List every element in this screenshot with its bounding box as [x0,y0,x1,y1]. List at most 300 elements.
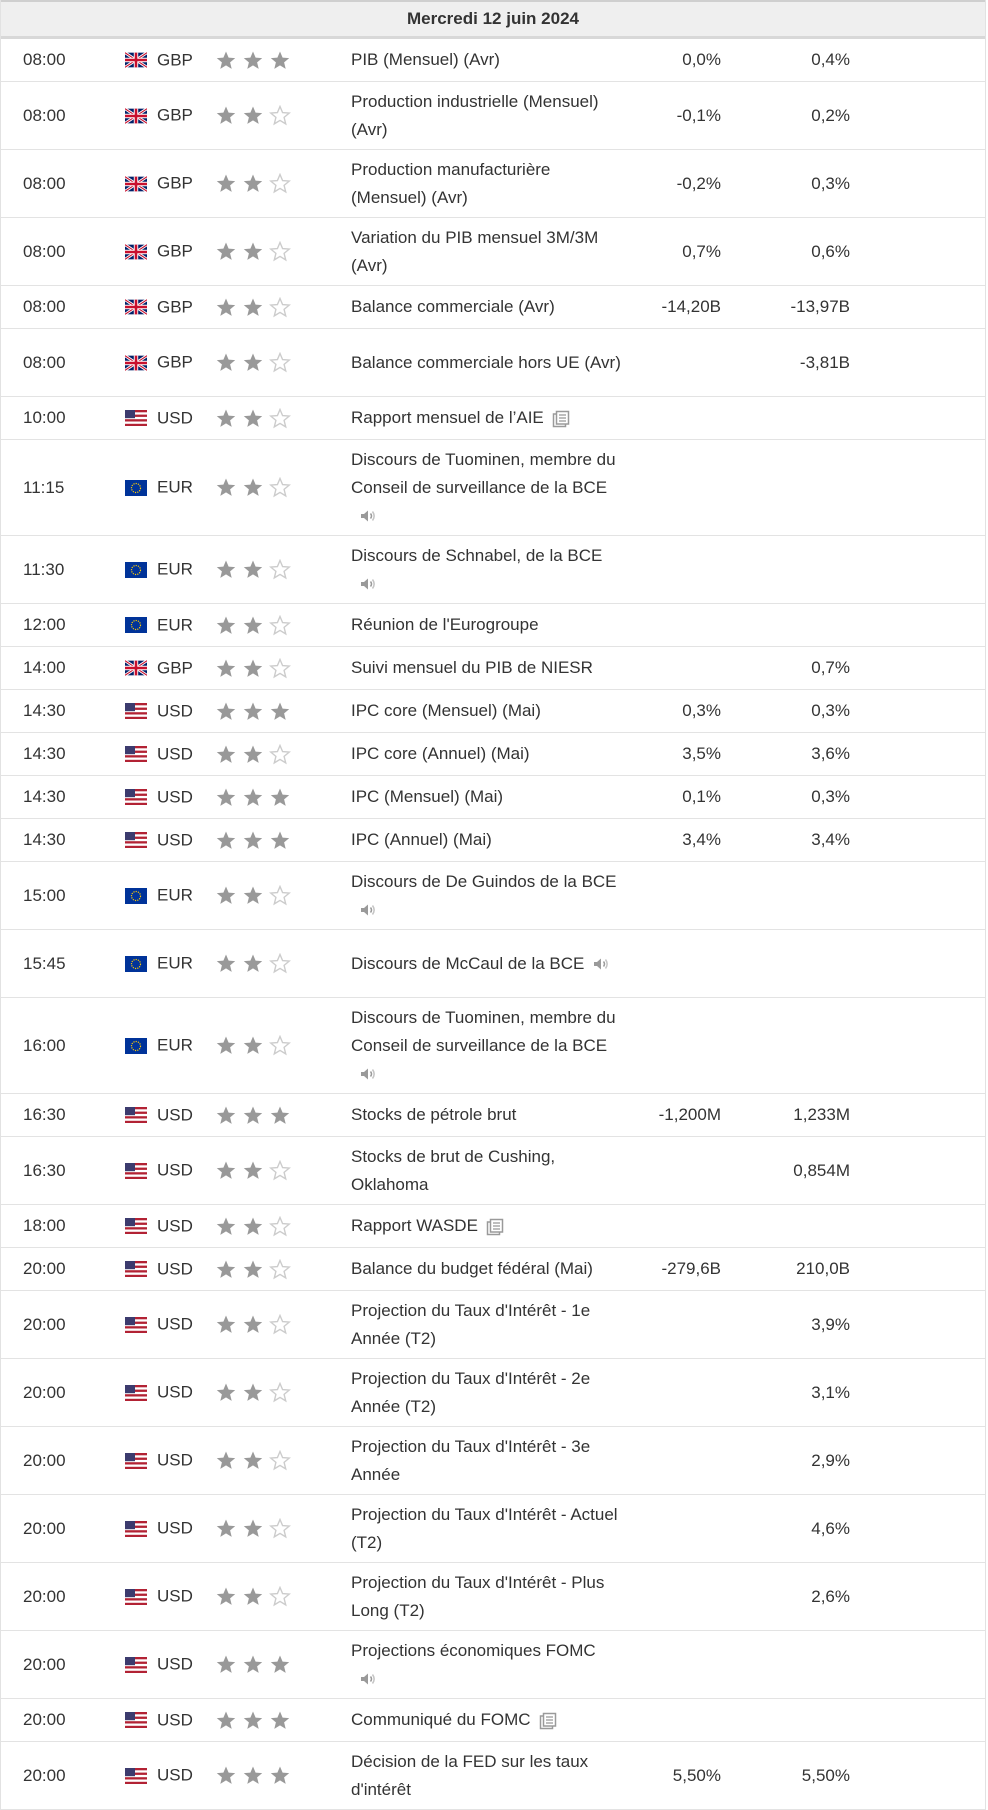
event-name[interactable]: Projection du Taux d'Intérêt - Actuel (T2) [351,1504,618,1552]
event-actual: 3,5% [621,733,721,776]
star-empty-icon [269,953,291,974]
event-cell [351,604,621,647]
event-name[interactable]: IPC core (Annuel) (Mai) [351,744,530,763]
star-empty-icon [269,1382,291,1403]
event-importance [215,440,351,536]
event-name[interactable]: Variation du PIB mensuel 3M/3M (Avr) [351,227,599,275]
speaker-icon[interactable] [359,1065,377,1083]
event-currency [111,1742,215,1810]
event-importance [215,536,351,604]
event-actual: -0,2% [621,150,721,218]
event-time: 20:00 [1,1248,111,1291]
event-cell [351,819,621,862]
event-row[interactable] [1,1248,985,1291]
event-previous [850,690,985,733]
report-icon[interactable] [539,1712,557,1730]
star-filled-icon [215,658,237,679]
event-row[interactable] [1,1137,985,1205]
event-forecast: 0,3% [721,150,850,218]
star-empty-icon [269,1035,291,1056]
currency-label: USD [157,830,193,850]
event-importance [215,998,351,1094]
event-row[interactable] [1,1427,985,1495]
event-currency [111,604,215,647]
event-name[interactable]: Discours de Schnabel, de la BCE [351,545,603,565]
event-cell [351,1495,621,1563]
event-row[interactable] [1,604,985,647]
star-filled-icon [242,559,264,580]
importance-stars [215,1586,296,1607]
star-filled-icon [242,615,264,636]
event-time: 11:15 [1,440,111,536]
event-forecast: 0,2% [721,82,850,150]
event-cell [351,1094,621,1137]
star-filled-icon [242,297,264,318]
event-cell [351,647,621,690]
event-cell [351,1137,621,1205]
event-previous [850,440,985,536]
star-filled-icon [215,297,237,318]
currency-label: USD [157,1654,193,1674]
star-filled-icon [242,1710,264,1731]
event-actual: 0,7% [621,218,721,286]
event-forecast [721,1205,850,1248]
star-filled-icon [215,559,237,580]
date-header: Mercredi 12 juin 2024 [1,0,985,39]
event-row[interactable] [1,397,985,440]
event-time: 16:30 [1,1094,111,1137]
event-forecast: 2,6% [721,1563,850,1631]
uk-flag-icon [125,660,147,676]
event-row[interactable] [1,862,985,930]
star-filled-icon [215,105,237,126]
currency-label: USD [157,408,193,428]
event-previous [850,82,985,150]
event-previous [850,1205,985,1248]
event-cell [351,440,621,536]
event-currency [111,1205,215,1248]
speaker-icon[interactable] [359,575,377,593]
event-forecast [721,1631,850,1699]
event-time: 16:30 [1,1137,111,1205]
uk-flag-icon [125,176,147,192]
importance-stars [215,105,296,126]
event-name[interactable]: Décision de la FED sur les taux d'intérêt [351,1751,589,1799]
event-forecast [721,1699,850,1742]
event-row[interactable] [1,1495,985,1563]
event-currency [111,930,215,998]
event-previous [850,647,985,690]
event-name[interactable]: IPC (Annuel) (Mai) [351,830,492,849]
event-previous [850,1563,985,1631]
star-filled-icon [242,105,264,126]
event-time: 14:30 [1,690,111,733]
importance-stars [215,614,296,635]
event-currency [111,1291,215,1359]
star-filled-icon [215,477,237,498]
event-cell [351,82,621,150]
star-filled-icon [215,1518,237,1539]
event-row[interactable] [1,218,985,286]
currency-label: GBP [157,352,193,372]
star-empty-icon [269,1586,291,1607]
speaker-icon[interactable] [359,901,377,919]
event-previous [850,1742,985,1810]
event-row[interactable] [1,647,985,690]
star-filled-icon [242,1450,264,1471]
event-time: 14:00 [1,647,111,690]
event-name[interactable]: Stocks de pétrole brut [351,1105,517,1124]
event-currency [111,819,215,862]
event-cell [351,1563,621,1631]
event-name[interactable]: Communiqué du FOMC [351,1710,531,1729]
star-filled-icon [242,408,264,429]
event-name[interactable]: IPC core (Mensuel) (Mai) [351,701,541,720]
us-flag-icon [125,1657,147,1673]
event-name[interactable]: Réunion de l'Eurogroupe [351,615,539,634]
event-name[interactable]: Rapport WASDE [351,1216,478,1235]
us-flag-icon [125,1453,147,1469]
us-flag-icon [125,1107,147,1123]
event-name[interactable]: Balance commerciale hors UE (Avr) [351,352,621,372]
importance-stars [215,1258,296,1279]
star-filled-icon [215,1216,237,1237]
event-cell [351,286,621,329]
event-row[interactable] [1,440,985,536]
event-actual [621,1427,721,1495]
star-filled-icon [215,787,237,808]
event-cell [351,1359,621,1427]
star-filled-icon [269,1710,291,1731]
currency-label: USD [157,1518,193,1538]
event-forecast: -3,81B [721,329,850,397]
event-forecast [721,397,850,440]
event-currency [111,1427,215,1495]
event-currency [111,998,215,1094]
event-currency [111,1563,215,1631]
star-filled-icon [215,744,237,765]
event-forecast: -13,97B [721,286,850,329]
currency-label: USD [157,787,193,807]
event-forecast: 0,7% [721,647,850,690]
speaker-icon[interactable] [359,507,377,525]
event-time: 08:00 [1,286,111,329]
event-time: 14:30 [1,776,111,819]
event-forecast: 0,3% [721,690,850,733]
importance-stars [215,1518,296,1539]
event-forecast [721,930,850,998]
currency-label: EUR [157,885,193,905]
event-row[interactable] [1,1094,985,1137]
event-forecast: 3,4% [721,819,850,862]
event-previous [850,329,985,397]
star-empty-icon [269,1216,291,1237]
event-row[interactable] [1,690,985,733]
event-actual [621,1563,721,1631]
star-filled-icon [215,50,237,71]
event-row[interactable] [1,1631,985,1699]
event-row[interactable] [1,536,985,604]
star-filled-icon [215,830,237,851]
us-flag-icon [125,1385,147,1401]
star-filled-icon [215,1654,237,1675]
importance-stars [215,241,296,262]
event-name[interactable]: Suivi mensuel du PIB de NIESR [351,658,593,677]
event-row[interactable] [1,733,985,776]
event-previous [850,1291,985,1359]
importance-stars [215,885,296,906]
importance-stars [215,477,296,498]
event-importance [215,1699,351,1742]
event-row[interactable] [1,776,985,819]
event-previous [850,776,985,819]
event-currency [111,647,215,690]
event-previous [850,397,985,440]
event-name[interactable]: Rapport mensuel de l’AIE [351,408,544,427]
currency-label: EUR [157,953,193,973]
event-name[interactable]: Projection du Taux d'Intérêt - 3e Année [351,1436,591,1484]
event-importance [215,862,351,930]
star-empty-icon [269,352,291,373]
star-filled-icon [242,352,264,373]
event-time: 15:00 [1,862,111,930]
event-forecast: 0,854M [721,1137,850,1205]
event-name[interactable]: Production manufacturière (Mensuel) (Avr) [351,159,551,207]
event-time: 20:00 [1,1563,111,1631]
event-row[interactable] [1,150,985,218]
event-name[interactable]: PIB (Mensuel) (Avr) [351,50,500,69]
currency-label: USD [157,701,193,721]
event-name[interactable]: Projection du Taux d'Intérêt - 2e Année (T2) [351,1368,591,1416]
currency-label: USD [157,1382,193,1402]
event-importance [215,776,351,819]
us-flag-icon [125,410,147,426]
event-time: 14:30 [1,733,111,776]
currency-label: EUR [157,559,193,579]
event-name[interactable]: Balance commerciale (Avr) [351,297,555,316]
event-name[interactable]: Projection du Taux d'Intérêt - Plus Long (T2) [351,1572,605,1620]
event-row[interactable] [1,1742,985,1810]
currency-label: GBP [157,50,193,70]
event-cell [351,1427,621,1495]
event-actual [621,862,721,930]
event-actual [621,1291,721,1359]
event-cell [351,329,621,397]
star-filled-icon [215,615,237,636]
event-importance [215,1742,351,1810]
star-filled-icon [269,1654,291,1675]
event-cell [351,690,621,733]
event-time: 20:00 [1,1631,111,1699]
star-filled-icon [242,1314,264,1335]
event-importance [215,82,351,150]
currency-label: USD [157,1586,193,1606]
event-forecast: 0,6% [721,218,850,286]
star-filled-icon [215,1450,237,1471]
event-currency [111,39,215,82]
us-flag-icon [125,1768,147,1784]
event-time: 08:00 [1,39,111,82]
star-filled-icon [242,1586,264,1607]
event-cell [351,930,621,998]
event-time: 20:00 [1,1495,111,1563]
currency-label: GBP [157,105,193,125]
event-currency [111,1495,215,1563]
star-filled-icon [242,50,264,71]
currency-label: EUR [157,615,193,635]
event-name[interactable]: Discours de De Guindos de la BCE [351,871,617,891]
us-flag-icon [125,1521,147,1537]
event-cell [351,1205,621,1248]
event-row[interactable] [1,1291,985,1359]
report-icon[interactable] [486,1218,504,1236]
event-forecast: 3,9% [721,1291,850,1359]
event-name[interactable]: Stocks de brut de Cushing, Oklahoma [351,1146,556,1194]
importance-stars [215,953,296,974]
event-row[interactable] [1,39,985,82]
event-forecast: 3,6% [721,733,850,776]
star-empty-icon [269,105,291,126]
event-currency [111,1094,215,1137]
event-previous [850,1359,985,1427]
star-filled-icon [242,1035,264,1056]
event-name[interactable]: Discours de McCaul de la BCE [351,953,585,973]
event-row[interactable] [1,930,985,998]
event-actual [621,930,721,998]
event-previous [850,1495,985,1563]
event-forecast: 210,0B [721,1248,850,1291]
event-previous [850,1248,985,1291]
event-cell [351,1631,621,1699]
event-actual: -1,200M [621,1094,721,1137]
star-filled-icon [269,830,291,851]
event-name[interactable]: Balance du budget fédéral (Mai) [351,1259,593,1278]
event-actual [621,1631,721,1699]
event-forecast [721,998,850,1094]
importance-stars [215,407,296,428]
event-actual: 5,50% [621,1742,721,1810]
currency-label: GBP [157,297,193,317]
importance-stars [215,1654,296,1675]
event-row[interactable] [1,82,985,150]
importance-stars [215,559,296,580]
event-forecast [721,862,850,930]
event-cell [351,218,621,286]
event-previous [850,286,985,329]
event-forecast [721,440,850,536]
speaker-icon[interactable] [592,955,610,973]
uk-flag-icon [125,108,147,124]
star-filled-icon [215,1710,237,1731]
currency-label: USD [157,1710,193,1730]
event-importance [215,930,351,998]
event-name[interactable]: Discours de Tuominen, membre du Conseil de surveillance de la BCE [351,449,616,497]
star-filled-icon [215,408,237,429]
event-cell [351,397,621,440]
star-filled-icon [215,1035,237,1056]
star-filled-icon [242,701,264,722]
speaker-icon[interactable] [359,1670,377,1688]
report-icon[interactable] [552,410,570,428]
event-forecast: 4,6% [721,1495,850,1563]
event-actual [621,998,721,1094]
importance-stars [215,1314,296,1335]
event-row[interactable] [1,1205,985,1248]
event-name[interactable]: Production industrielle (Mensuel) (Avr) [351,91,599,139]
importance-stars [215,352,296,373]
us-flag-icon [125,1712,147,1728]
event-previous [850,1427,985,1495]
importance-stars [215,1160,296,1181]
star-empty-icon [269,477,291,498]
us-flag-icon [125,1589,147,1605]
event-importance [215,1248,351,1291]
star-filled-icon [242,1259,264,1280]
us-flag-icon [125,746,147,762]
star-filled-icon [242,744,264,765]
event-importance [215,39,351,82]
event-actual: -0,1% [621,82,721,150]
us-flag-icon [125,1261,147,1277]
event-row[interactable] [1,819,985,862]
event-name[interactable]: Projection du Taux d'Intérêt - 1e Année (T2) [351,1300,591,1348]
event-actual: 0,1% [621,776,721,819]
event-currency [111,536,215,604]
event-row[interactable] [1,1359,985,1427]
event-currency [111,862,215,930]
event-time: 11:30 [1,536,111,604]
event-row[interactable] [1,1699,985,1742]
event-row[interactable] [1,286,985,329]
event-currency [111,82,215,150]
event-name[interactable]: Projections économiques FOMC [351,1640,596,1660]
event-currency [111,1248,215,1291]
star-filled-icon [215,352,237,373]
event-importance [215,690,351,733]
event-currency [111,1137,215,1205]
event-time: 10:00 [1,397,111,440]
event-previous [850,930,985,998]
event-currency [111,440,215,536]
event-currency [111,329,215,397]
importance-stars [215,1035,296,1056]
event-time: 20:00 [1,1742,111,1810]
event-importance [215,1291,351,1359]
event-row[interactable] [1,1563,985,1631]
importance-stars [215,296,296,317]
event-cell [351,1248,621,1291]
currency-label: USD [157,1105,193,1125]
event-previous [850,1137,985,1205]
event-cell [351,998,621,1094]
event-name[interactable]: IPC (Mensuel) (Mai) [351,787,504,806]
event-row[interactable] [1,998,985,1094]
event-importance [215,1359,351,1427]
event-name[interactable]: Discours de Tuominen, membre du Conseil de surveillance de la BCE [351,1007,616,1055]
event-row[interactable] [1,329,985,397]
star-filled-icon [269,787,291,808]
uk-flag-icon [125,299,147,315]
currency-label: EUR [157,477,193,497]
event-actual [621,440,721,536]
event-time: 16:00 [1,998,111,1094]
eu-flag-icon [125,562,147,578]
currency-label: EUR [157,1035,193,1055]
event-actual: -14,20B [621,286,721,329]
importance-stars [215,173,296,194]
event-importance [215,1427,351,1495]
star-filled-icon [242,1382,264,1403]
